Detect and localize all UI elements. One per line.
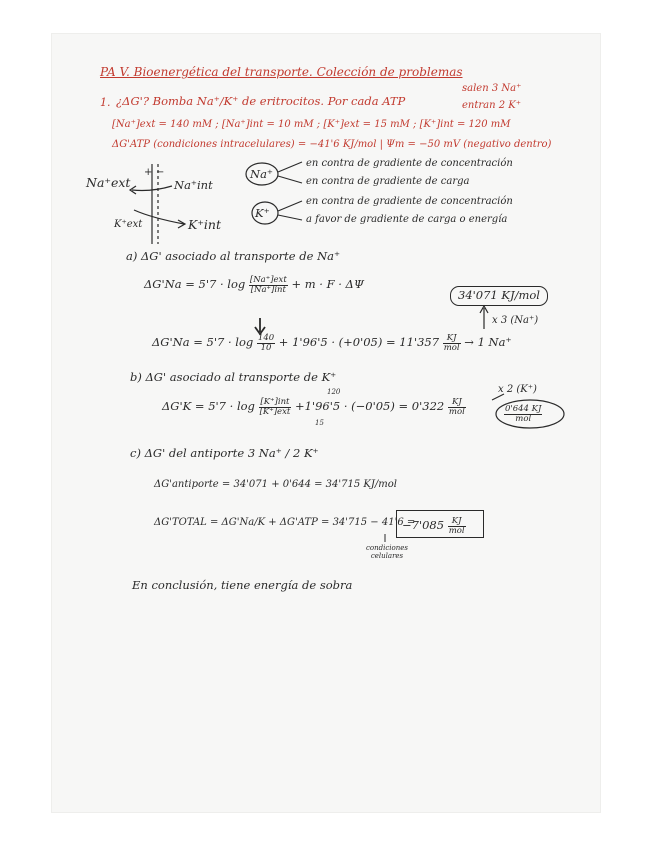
part-c-total: −7'085 $\frac{KJ}{\text{mol}}$ [402,516,465,536]
part-a-calc: ΔG'Na = 5'7 · log $\frac{140}{10}$ + 1'96'5 · (+0'05) = 11'357 $\frac{KJ}{\text{mol}}$ → 1 Na⁺ [152,333,512,353]
part-b-heading: b) ΔG' asociado al transporte de K⁺ [130,370,337,384]
part-a-heading: a) ΔG' asociado al transporte de Na⁺ [126,249,341,263]
conclusion: En conclusión, tiene energía de sobra [132,578,353,592]
problem-salen: salen 3 Na⁺ [462,83,522,94]
part-a-unit-fraction: $\frac{KJ}{\text{mol}}$ [443,333,460,353]
part-b-times: x 2 (K⁺) [498,384,537,395]
notebook-page [52,34,600,812]
part-c-antiporte: ΔG'antiporte = 34'071 + 0'644 = 34'715 KJ/mol [154,479,397,490]
part-b-unit-fraction: $\frac{KJ}{\text{mol}}$ [448,397,465,417]
part-a-total: 34'071 KJ/mol [458,288,540,302]
part-a-formula-fraction: $\frac{\text{[Na⁺]ext}}{\text{[Na⁺]int}}$ [249,275,287,295]
problem-question: ¿ΔG'? Bomba Na⁺/K⁺ de eritrocitos. Por cada ATP [116,94,406,108]
part-a-formula: ΔG'Na = 5'7 · log $\frac{\text{[Na⁺]ext}}{\text{[Na⁺]int}}$ + m · F · ΔΨ [144,275,364,295]
label-k-int: K⁺int [188,217,222,232]
part-b-note-bottom: 15 [315,419,324,427]
k-reason-1: en contra de gradiente de concentración [306,196,513,207]
part-c-total-line: ΔG'TOTAL = ΔG'Na/K + ΔG'ATP = 34'715 − 41'6 = [154,517,416,528]
problem-concentrations: [Na⁺]ext = 140 mM ; [Na⁺]int = 10 mM ; [K⁺]ext = 15 mM ; [K⁺]int = 120 mM [112,119,511,130]
part-b-calc: ΔG'K = 5'7 · log $\frac{\text{[K⁺]int}}{\text{[K⁺]ext}}$ +1'96'5 · (−0'05) = 0'322 $\frac{KJ}{\text{mol}}$ [162,397,465,417]
na-ion-circle: Na⁺ [250,167,273,181]
part-b-calc-fraction: $\frac{\text{[K⁺]int}}{\text{[K⁺]ext}}$ [259,397,291,417]
membrane-minus: − [156,167,165,178]
k-reason-2: a favor de gradiente de carga o energía [306,214,508,225]
na-reason-1: en contra de gradiente de concentración [306,158,513,169]
membrane-plus: + [144,167,153,178]
part-a-times: x 3 (Na⁺) [492,315,539,326]
part-c-note: condiciones celulares [366,544,408,561]
problem-atp-line: ΔG'ATP (condiciones intracelulares) = −41'6 KJ/mol | Ψm = −50 mV (negativo dentro) [112,139,552,150]
problem-entran: entran 2 K⁺ [462,100,522,111]
part-c-heading: c) ΔG' del antiporte 3 Na⁺ / 2 K⁺ [130,446,319,460]
problem-number: 1. [100,96,111,109]
na-reason-2: en contra de gradiente de carga [306,176,470,187]
label-na-ext: Na⁺ext [86,175,131,190]
k-ion-circle: K⁺ [255,206,270,220]
part-b-note-top: 120 [327,388,341,396]
label-k-ext: K⁺ext [114,219,143,230]
label-na-int: Na⁺int [174,178,213,192]
page-title: PA V. Bioenergética del transporte. Colección de problemas [100,65,463,79]
part-b-total: $\frac{0'644 KJ}{\text{mol}}$ [505,404,542,424]
part-a-calc-fraction: $\frac{140}{10}$ [257,333,275,353]
